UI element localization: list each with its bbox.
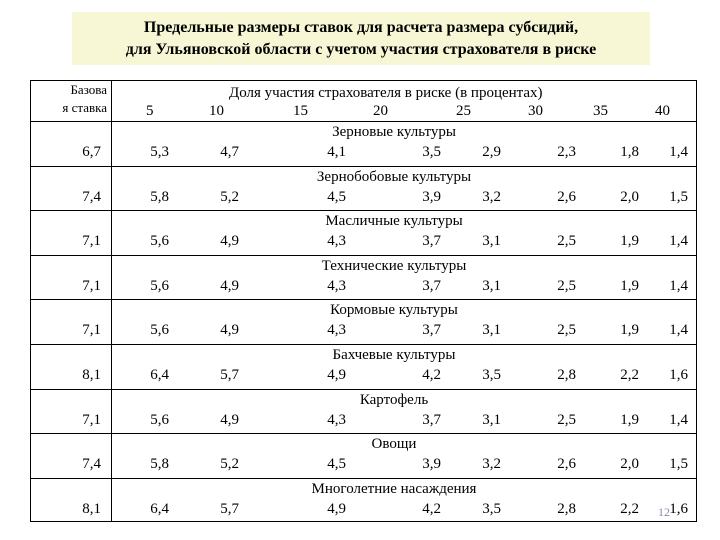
header-divider <box>31 121 696 122</box>
crop-name: Масличные культуры <box>325 213 463 230</box>
rate-value: 4,7 <box>220 144 239 160</box>
rate-value: 1,6 <box>669 500 688 517</box>
rate-value: 3,1 <box>482 277 501 294</box>
row-divider <box>31 255 696 256</box>
rate-value: 2,0 <box>620 188 639 205</box>
subsidy-rate-table <box>30 80 697 522</box>
percent-header-3: 20 <box>373 103 388 119</box>
rate-value: 1,6 <box>669 367 688 383</box>
row-divider <box>31 478 696 479</box>
rate-value: 3,1 <box>482 411 501 428</box>
rate-value: 4,2 <box>422 367 441 383</box>
rate-value: 3,1 <box>482 322 501 339</box>
title-line-2: для Ульяновской области с учетом участия страхователя в риске <box>125 41 597 58</box>
rate-value: 4,1 <box>327 144 346 160</box>
base-rate-header-line-2: я ставка <box>62 100 107 115</box>
rate-value: 1,4 <box>669 233 688 250</box>
crop-name: Овощи <box>371 436 417 453</box>
row-divider <box>31 433 696 434</box>
rate-value: 2,5 <box>557 277 576 294</box>
base-rate-value: 7,1 <box>82 277 101 294</box>
crop-name: Зернобобовые культуры <box>316 168 472 185</box>
rate-value: 3,7 <box>422 233 441 250</box>
percent-header-2: 15 <box>293 103 308 119</box>
rate-value: 1,4 <box>669 322 688 339</box>
base-rate-value: 7,4 <box>82 188 101 205</box>
rate-value: 4,9 <box>327 500 346 517</box>
row-divider <box>31 389 696 390</box>
crop-name: Технические культуры <box>321 257 467 274</box>
rate-value: 6,4 <box>150 367 169 383</box>
rate-value: 5,6 <box>150 411 169 428</box>
rate-value: 3,5 <box>482 367 501 383</box>
base-rate-value: 7,1 <box>82 411 101 428</box>
rate-value: 5,8 <box>150 456 169 473</box>
rate-value: 2,2 <box>620 500 639 517</box>
rate-value: 5,2 <box>220 188 239 205</box>
rate-value: 2,6 <box>557 456 576 473</box>
base-rate-value: 7,1 <box>82 233 101 250</box>
rate-value: 4,2 <box>422 500 441 517</box>
rate-value: 2,8 <box>557 367 576 383</box>
crop-name: Кормовые культуры <box>330 302 458 319</box>
rate-value: 3,7 <box>422 277 441 294</box>
percent-header-4: 25 <box>456 103 471 119</box>
rate-value: 3,7 <box>422 411 441 428</box>
row-divider <box>31 166 696 167</box>
rate-value: 2,5 <box>557 322 576 339</box>
rate-value: 1,4 <box>669 144 688 160</box>
rate-value: 4,3 <box>327 233 346 250</box>
rate-value: 1,9 <box>620 233 639 250</box>
rate-value: 4,5 <box>327 188 346 205</box>
rate-value: 4,9 <box>220 277 239 294</box>
row-divider <box>31 299 696 300</box>
rate-value: 5,6 <box>150 277 169 294</box>
rate-value: 2,3 <box>557 144 576 160</box>
rate-value: 1,9 <box>620 411 639 428</box>
rate-value: 4,9 <box>220 322 239 339</box>
rate-value: 4,3 <box>327 277 346 294</box>
base-rate-header <box>31 81 111 121</box>
rate-value: 6,4 <box>150 500 169 517</box>
base-rate-value: 8,1 <box>82 500 101 517</box>
rate-value: 2,2 <box>620 367 639 383</box>
rate-value: 3,2 <box>482 456 501 473</box>
rate-value: 3,2 <box>482 188 501 205</box>
rate-value: 1,5 <box>669 456 688 473</box>
base-rate-value: 8,1 <box>82 367 101 383</box>
percent-header-5: 30 <box>528 103 543 119</box>
rate-value: 3,5 <box>422 144 441 160</box>
percent-header-6: 35 <box>593 103 608 119</box>
rate-value: 4,3 <box>327 322 346 339</box>
base-column-divider <box>111 81 112 521</box>
rate-value: 1,9 <box>620 277 639 294</box>
rate-value: 4,9 <box>327 367 346 383</box>
rate-value: 2,8 <box>557 500 576 517</box>
rate-value: 5,2 <box>220 456 239 473</box>
row-divider <box>31 344 696 345</box>
rate-value: 1,9 <box>620 322 639 339</box>
rate-value: 5,6 <box>150 233 169 250</box>
crop-name: Картофель <box>359 391 429 408</box>
rate-value: 4,5 <box>327 456 346 473</box>
base-rate-value: 6,7 <box>82 144 101 160</box>
rate-value: 5,7 <box>220 367 239 383</box>
base-rate-value: 7,1 <box>82 322 101 339</box>
rate-value: 1,5 <box>669 188 688 205</box>
crop-name: Бахчевые культуры <box>332 347 456 363</box>
share-header: Доля участия страхователя в риске (в процентах) <box>229 85 543 101</box>
rate-value: 4,9 <box>220 233 239 250</box>
rate-value: 5,8 <box>150 188 169 205</box>
row-divider <box>31 210 696 211</box>
rate-value: 3,1 <box>482 233 501 250</box>
rate-value: 3,7 <box>422 322 441 339</box>
rate-value: 2,9 <box>482 144 501 160</box>
page-number: 12 <box>658 505 670 519</box>
base-rate-value: 7,4 <box>82 456 101 473</box>
percent-header-7: 40 <box>655 103 670 119</box>
rate-value: 2,0 <box>620 456 639 473</box>
rate-value: 2,6 <box>557 188 576 205</box>
rate-value: 3,5 <box>482 500 501 517</box>
rate-value: 5,6 <box>150 322 169 339</box>
rate-value: 2,5 <box>557 411 576 428</box>
base-rate-header-line-1: Базова <box>70 82 107 97</box>
title-line-1: Предельные размеры ставок для расчета размера субсидий, <box>143 19 579 36</box>
rate-value: 1,8 <box>620 144 639 160</box>
rate-value: 1,4 <box>669 411 688 428</box>
rate-value: 2,5 <box>557 233 576 250</box>
percent-header-0: 5 <box>146 103 154 119</box>
crop-name: Зерновые культуры <box>332 124 456 140</box>
percent-header-1: 10 <box>209 103 224 119</box>
rate-value: 4,9 <box>220 411 239 428</box>
rate-value: 5,7 <box>220 500 239 517</box>
rate-value: 4,3 <box>327 411 346 428</box>
slide-title <box>72 12 650 65</box>
crop-name: Многолетние насаждения <box>311 480 477 497</box>
rate-value: 3,9 <box>422 456 441 473</box>
rate-value: 3,9 <box>422 188 441 205</box>
rate-value: 5,3 <box>150 144 169 160</box>
rate-value: 1,4 <box>669 277 688 294</box>
